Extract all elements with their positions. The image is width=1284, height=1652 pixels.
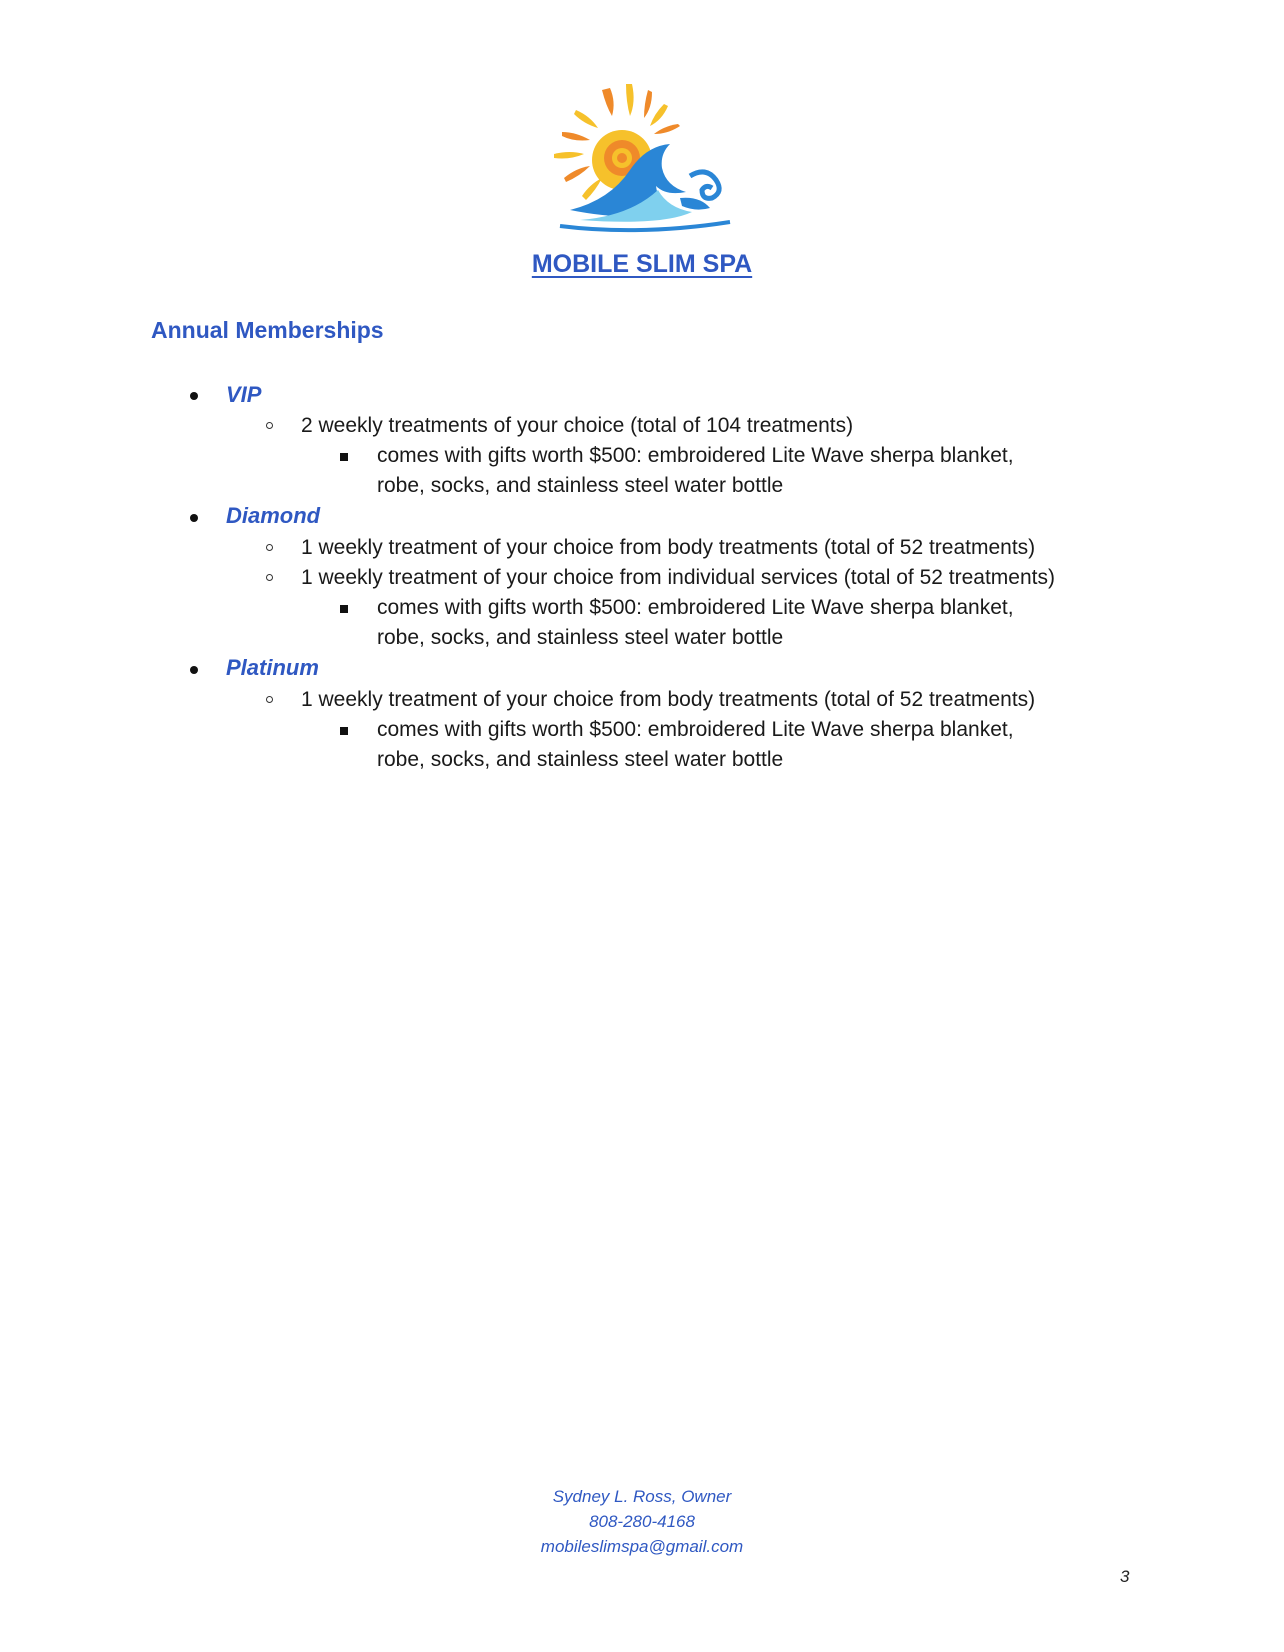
vip-item-1: 2 weekly treatments of your choice (total of 104 treatments)	[301, 414, 854, 437]
platinum-gift-line-1: comes with gifts worth $500: embroidered Lite Wave sherpa blanket,	[377, 718, 1014, 741]
vip-gift-line-2: robe, socks, and stainless steel water bottle	[377, 474, 784, 497]
footer-owner: Sydney L. Ross, Owner	[552, 1487, 732, 1506]
vip-gift-line-1: comes with gifts worth $500: embroidered Lite Wave sherpa blanket,	[377, 444, 1014, 467]
diamond-gift-line-1: comes with gifts worth $500: embroidered Lite Wave sherpa blanket,	[377, 596, 1014, 619]
page-number: 3	[1120, 1567, 1130, 1586]
bullet-disc-icon	[190, 666, 198, 674]
section-title: Annual Memberships	[151, 317, 384, 343]
sun-wave-logo-icon	[540, 80, 740, 240]
tier-diamond: Diamond	[226, 503, 321, 528]
footer-phone: 808-280-4168	[589, 1512, 695, 1531]
bullet-square-icon	[340, 453, 348, 461]
bullet-disc-icon	[190, 514, 198, 522]
bullet-circle-icon	[266, 422, 273, 429]
bullet-disc-icon	[190, 392, 198, 400]
bullet-circle-icon	[266, 544, 273, 551]
bullet-circle-icon	[266, 696, 273, 703]
brand-title[interactable]: MOBILE SLIM SPA	[531, 250, 753, 278]
tier-vip: VIP	[226, 382, 262, 407]
platinum-item-1: 1 weekly treatment of your choice from body treatments (total of 52 treatments)	[301, 688, 1036, 711]
platinum-gift-line-2: robe, socks, and stainless steel water bottle	[377, 748, 784, 771]
bullet-circle-icon	[266, 574, 273, 581]
bullet-square-icon	[340, 605, 348, 613]
bullet-square-icon	[340, 727, 348, 735]
diamond-gift-line-2: robe, socks, and stainless steel water bottle	[377, 626, 784, 649]
footer-email[interactable]: mobileslimspa@gmail.com	[540, 1537, 744, 1556]
diamond-item-1: 1 weekly treatment of your choice from body treatments (total of 52 treatments)	[301, 536, 1036, 559]
tier-platinum: Platinum	[226, 655, 319, 680]
diamond-item-2: 1 weekly treatment of your choice from individual services (total of 52 treatments)	[301, 566, 1055, 589]
